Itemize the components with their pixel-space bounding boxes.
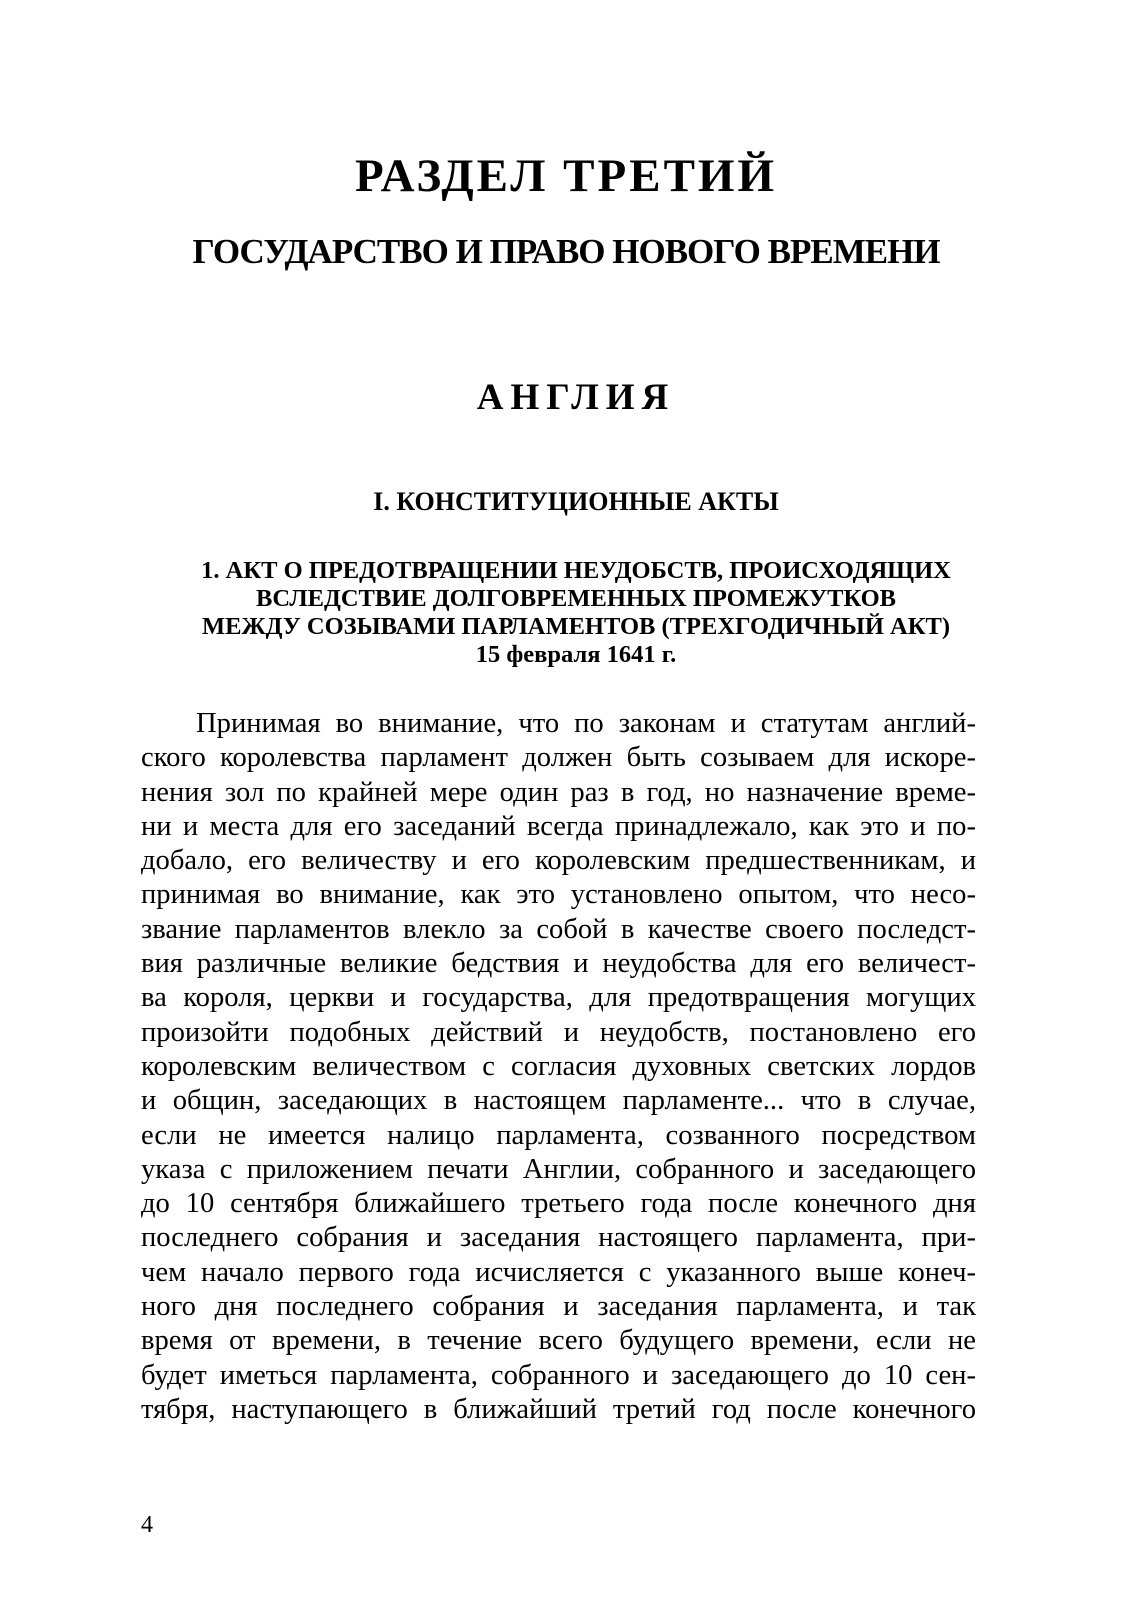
text-line: ного дня последнего собрания и заседания парламента, и так	[141, 1291, 976, 1323]
text-line: будет иметься парламента, собранного и заседающего до 10 сен-	[141, 1359, 976, 1391]
text-line: последнего собрания и заседания настоящего парламента, при-	[141, 1222, 976, 1254]
text-line: добало, его величеству и его королевским предшественникам, и	[141, 845, 976, 877]
text-line: принимая во внимание, как это установлено опытом, что несо-	[141, 879, 976, 911]
text-line: указа с приложением печати Англии, собранного и заседающего	[141, 1153, 976, 1185]
act-title-line: ВСЛЕДСТВИЕ ДОЛГОВРЕМЕННЫХ ПРОМЕЖУТКОВ	[255, 585, 896, 612]
text-line: ского королевства парламент должен быть созываем для искоре-	[141, 742, 976, 774]
chapter-heading: I. КОНСТИТУЦИОННЫЕ АКТЫ	[373, 487, 779, 516]
text-line: произойти подобных действий и неудобств, постановлено его	[141, 1016, 976, 1048]
act-title	[0, 557, 1132, 669]
text-line: Принимая во внимание, что по законам и статутам англий-	[196, 708, 976, 739]
text-line: и общин, заседающих в настоящем парламенте... что в случае,	[141, 1085, 976, 1117]
country-heading: АНГЛИЯ	[476, 377, 676, 418]
text-line: если не имеется налицо парламента, созванного посредством	[141, 1119, 976, 1151]
section-title: РАЗДЕЛ ТРЕТИЙ	[354, 150, 778, 202]
text-line: вия различные великие бедствия и неудобства для его величест-	[141, 948, 976, 980]
text-line: до 10 сентября ближайшего третьего года после конечного дня	[141, 1188, 976, 1220]
text-line: время от времени, в течение всего будущего времени, если не	[141, 1325, 976, 1357]
text-line: звание парламентов влекло за собой в качестве своего последст-	[141, 913, 976, 945]
text-line: королевским величеством с согласия духовных светских лордов	[141, 1050, 976, 1082]
section-subtitle: ГОСУДАРСТВО И ПРАВО НОВОГО ВРЕМЕНИ	[192, 232, 940, 271]
text-line: ни и места для его заседаний всегда принадлежало, как это и по-	[141, 810, 976, 842]
page-number: 4	[141, 1512, 153, 1538]
act-title-line: 1. АКТ О ПРЕДОТВРАЩЕНИИ НЕУДОБСТВ, ПРОИСХОДЯЩИХ	[201, 557, 951, 584]
text-line: ва короля, церкви и государства, для предотвращения могущих	[141, 982, 976, 1014]
body-paragraph	[141, 707, 976, 1427]
act-title-line: МЕЖДУ СОЗЫВАМИ ПАРЛАМЕНТОВ (ТРЕХГОДИЧНЫЙ АКТ)	[201, 613, 950, 640]
text-line: чем начало первого года исчисляется с указанного выше конеч-	[141, 1256, 976, 1288]
text-line: нения зол по крайней мере один раз в год, но назначение време-	[141, 776, 976, 808]
act-date: 15 февраля 1641 г.	[475, 641, 677, 668]
text-line: тября, наступающего в ближайший третий год после конечного	[141, 1393, 976, 1425]
